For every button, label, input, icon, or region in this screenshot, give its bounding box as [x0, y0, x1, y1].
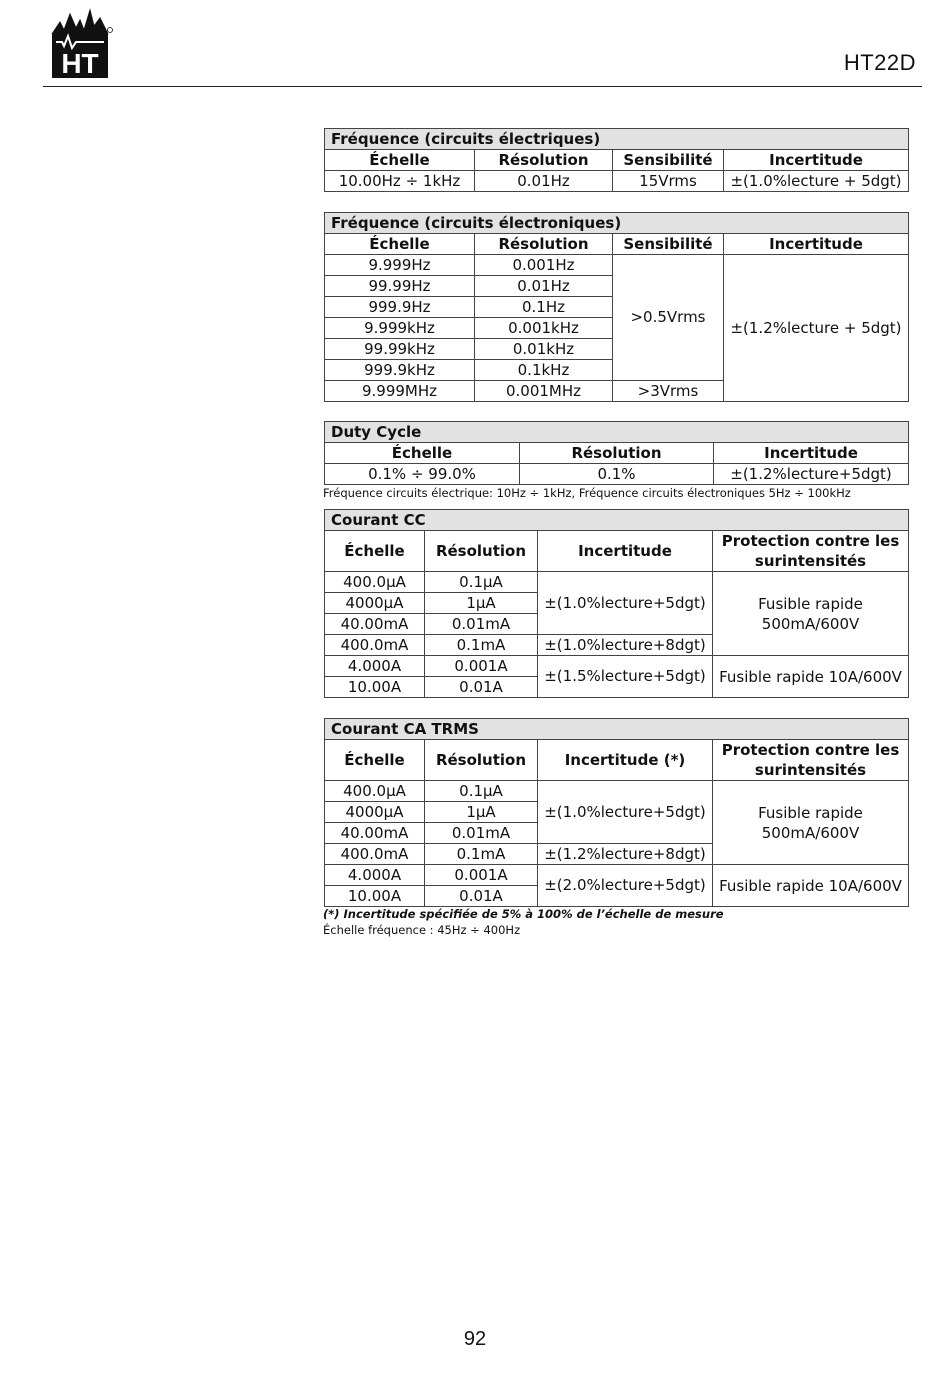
cell: ±(1.0%lecture+5dgt)	[538, 572, 713, 635]
cell: Fusible rapide 500mA/600V	[713, 572, 909, 656]
cell: ±(1.5%lecture+5dgt)	[538, 656, 713, 698]
cell: 0.001kHz	[475, 318, 613, 339]
cell: 0.01mA	[425, 614, 538, 635]
cell: 0.1Hz	[475, 297, 613, 318]
cell: 400.0mA	[325, 844, 425, 865]
cell: ±(1.0%lecture+5dgt)	[538, 781, 713, 844]
cell: 0.01mA	[425, 823, 538, 844]
table-title: Courant CA TRMS	[325, 719, 909, 740]
table-title: Fréquence (circuits électriques)	[325, 129, 909, 150]
freq-electrical-table	[324, 128, 909, 192]
table-row	[325, 255, 909, 276]
cell: 0.1mA	[425, 635, 538, 656]
cell: 4000µA	[325, 802, 425, 823]
col-header: Échelle	[325, 150, 475, 171]
cell: 0.01Hz	[475, 171, 613, 192]
cell: 400.0mA	[325, 635, 425, 656]
cell: 400.0µA	[325, 781, 425, 802]
cell: ±(2.0%lecture+5dgt)	[538, 865, 713, 907]
table-row	[325, 656, 909, 677]
col-header: Protection contre les surintensités	[713, 740, 909, 781]
col-header: Résolution	[425, 740, 538, 781]
col-header: Échelle	[325, 234, 475, 255]
cell: 0.1µA	[425, 781, 538, 802]
ac-uncertainty-note: (*) Incertitude spécifiée de 5% à 100% de l’échelle de mesure	[323, 907, 724, 921]
cell: 10.00A	[325, 886, 425, 907]
cell: >3Vrms	[613, 381, 724, 402]
cell: 0.1% ÷ 99.0%	[325, 464, 520, 485]
cell: Fusible rapide 500mA/600V	[713, 781, 909, 865]
col-header: Sensibilité	[613, 150, 724, 171]
dc-current-table	[324, 509, 909, 698]
cell: ±(1.2%lecture+8dgt)	[538, 844, 713, 865]
duty-note: Fréquence circuits électrique: 10Hz ÷ 1kHz, Fréquence circuits électroniques 5Hz ÷ 100kHz	[323, 486, 851, 500]
table-row	[325, 171, 909, 192]
header-divider	[43, 86, 922, 87]
cell: 10.00Hz ÷ 1kHz	[325, 171, 475, 192]
cell: >0.5Vrms	[613, 255, 724, 381]
cell: ±(1.2%lecture + 5dgt)	[724, 255, 909, 402]
cell: 0.1%	[520, 464, 714, 485]
table-row	[325, 572, 909, 593]
cell: 9.999kHz	[325, 318, 475, 339]
col-header: Résolution	[425, 531, 538, 572]
cell: 1µA	[425, 593, 538, 614]
cell: Fusible rapide 10A/600V	[713, 865, 909, 907]
cell: 0.1µA	[425, 572, 538, 593]
col-header: Échelle	[325, 531, 425, 572]
cell: 0.01kHz	[475, 339, 613, 360]
cell: 0.01Hz	[475, 276, 613, 297]
cell: 0.1mA	[425, 844, 538, 865]
cell: 10.00A	[325, 677, 425, 698]
cell: 1µA	[425, 802, 538, 823]
ht-logo	[50, 8, 114, 80]
cell: 4000µA	[325, 593, 425, 614]
cell: 99.99kHz	[325, 339, 475, 360]
cell: 4.000A	[325, 865, 425, 886]
cell: 400.0µA	[325, 572, 425, 593]
table-row	[325, 464, 909, 485]
cell: 40.00mA	[325, 614, 425, 635]
col-header: Échelle	[325, 443, 520, 464]
ac-current-table	[324, 718, 909, 907]
freq-electronic-table	[324, 212, 909, 402]
cell: 4.000A	[325, 656, 425, 677]
col-header: Incertitude	[538, 531, 713, 572]
cell: ±(1.0%lecture+8dgt)	[538, 635, 713, 656]
table-title: Duty Cycle	[325, 422, 909, 443]
cell: 0.001A	[425, 656, 538, 677]
cell: 40.00mA	[325, 823, 425, 844]
model-name: HT22D	[843, 50, 916, 75]
col-header: Échelle	[325, 740, 425, 781]
cell: 0.001MHz	[475, 381, 613, 402]
col-header: Incertitude	[724, 234, 909, 255]
col-header: Résolution	[475, 234, 613, 255]
duty-cycle-table	[324, 421, 909, 485]
cell: 9.999MHz	[325, 381, 475, 402]
table-row	[325, 781, 909, 802]
cell: 15Vrms	[613, 171, 724, 192]
cell: 999.9Hz	[325, 297, 475, 318]
col-header: Résolution	[520, 443, 714, 464]
cell: 0.01A	[425, 886, 538, 907]
col-header: Résolution	[475, 150, 613, 171]
cell: 0.01A	[425, 677, 538, 698]
table-title: Courant CC	[325, 510, 909, 531]
svg-text:HT: HT	[61, 48, 99, 79]
cell: 99.99Hz	[325, 276, 475, 297]
col-header: Incertitude	[714, 443, 909, 464]
col-header: Protection contre les surintensités	[713, 531, 909, 572]
table-row	[325, 865, 909, 886]
cell: Fusible rapide 10A/600V	[713, 656, 909, 698]
page-number: 92	[463, 1328, 487, 1350]
cell: 0.1kHz	[475, 360, 613, 381]
col-header: Sensibilité	[613, 234, 724, 255]
cell: ±(1.2%lecture+5dgt)	[714, 464, 909, 485]
cell: 999.9kHz	[325, 360, 475, 381]
ac-frequency-note: Échelle fréquence : 45Hz ÷ 400Hz	[323, 923, 521, 937]
cell: ±(1.0%lecture + 5dgt)	[724, 171, 909, 192]
cell: 0.001A	[425, 865, 538, 886]
cell: 0.001Hz	[475, 255, 613, 276]
table-title: Fréquence (circuits électroniques)	[325, 213, 909, 234]
col-header: Incertitude	[724, 150, 909, 171]
col-header: Incertitude (*)	[538, 740, 713, 781]
cell: 9.999Hz	[325, 255, 475, 276]
